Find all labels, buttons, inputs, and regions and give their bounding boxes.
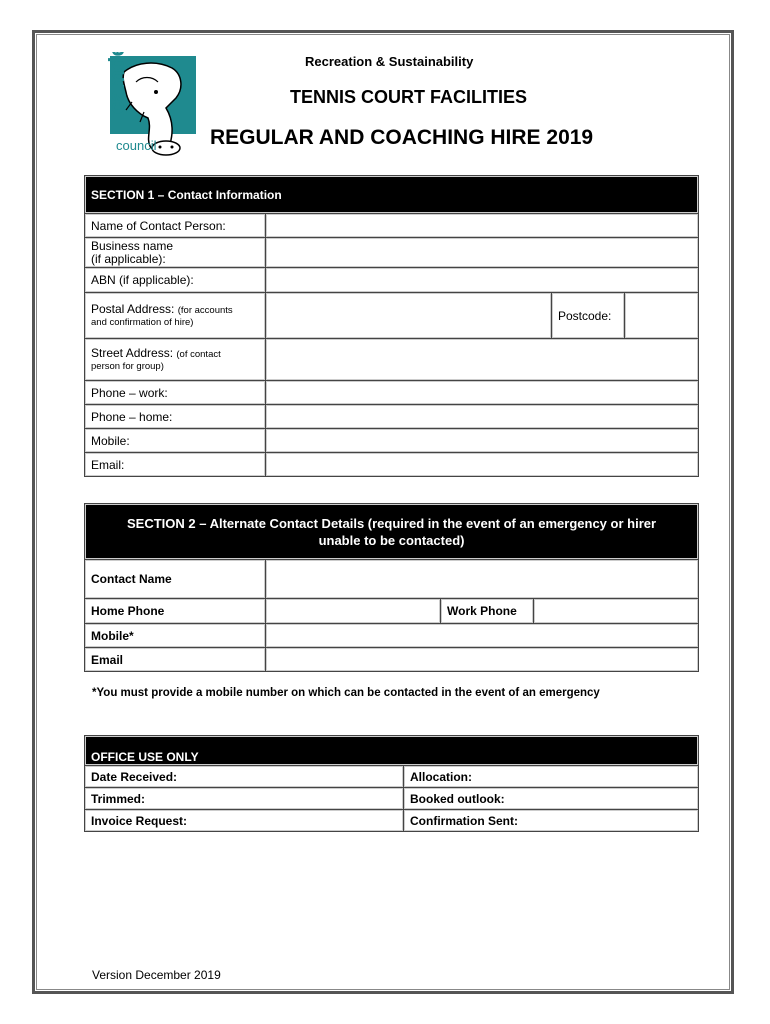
- abn-label: ABN (if applicable):: [85, 268, 266, 293]
- postcode-label: Postcode:: [552, 293, 625, 339]
- date-received-field[interactable]: Date Received:: [85, 766, 404, 788]
- allocation-field[interactable]: Allocation:: [404, 766, 699, 788]
- logo-word-camden: camden: [104, 52, 129, 114]
- platypus-icon: [86, 52, 198, 156]
- alt-mobile-label: Mobile*: [85, 624, 266, 648]
- phone-work-field[interactable]: [266, 381, 699, 405]
- department-name: Recreation & Sustainability: [305, 54, 474, 69]
- booked-outlook-field[interactable]: Booked outlook:: [404, 788, 699, 810]
- mobile-label: Mobile:: [85, 429, 266, 453]
- alt-contact-name-field[interactable]: [266, 560, 699, 599]
- contact-person-field[interactable]: [266, 214, 699, 238]
- street-address-field[interactable]: [266, 339, 699, 381]
- alt-email-field[interactable]: [266, 648, 699, 672]
- business-name-label: Business name (if applicable):: [85, 238, 266, 268]
- alt-home-phone-field[interactable]: [266, 599, 441, 624]
- alt-email-label: Email: [85, 648, 266, 672]
- mobile-requirement-note: *You must provide a mobile number on which can be contacted in the event of an emergency: [92, 687, 600, 699]
- alt-mobile-field[interactable]: [266, 624, 699, 648]
- postal-address-field[interactable]: [266, 293, 552, 339]
- alt-work-phone-field[interactable]: [534, 599, 699, 624]
- camden-council-logo: [86, 52, 198, 156]
- phone-home-field[interactable]: [266, 405, 699, 429]
- business-name-field[interactable]: [266, 238, 699, 268]
- email-label: Email:: [85, 453, 266, 477]
- mobile-field[interactable]: [266, 429, 699, 453]
- alt-home-phone-label: Home Phone: [85, 599, 266, 624]
- version-footer: Version December 2019: [92, 968, 221, 982]
- section1-heading: SECTION 1 – Contact Information: [85, 176, 699, 214]
- logo-word-council: council: [116, 138, 157, 153]
- postcode-field[interactable]: [625, 293, 699, 339]
- alt-contact-name-label: Contact Name: [85, 560, 266, 599]
- office-use-heading: OFFICE USE ONLY: [85, 736, 699, 766]
- street-address-label: Street Address: (of contact person for group): [85, 339, 266, 381]
- abn-field[interactable]: [266, 268, 699, 293]
- section2-heading: SECTION 2 – Alternate Contact Details (required in the event of an emergency or hirer unable to be contacted): [85, 504, 699, 560]
- phone-home-label: Phone – home:: [85, 405, 266, 429]
- form-title: TENNIS COURT FACILITIES: [290, 87, 528, 107]
- form-subtitle: REGULAR AND COACHING HIRE 2019: [210, 126, 594, 149]
- email-field[interactable]: [266, 453, 699, 477]
- alt-work-phone-label: Work Phone: [441, 599, 534, 624]
- contact-person-label: Name of Contact Person:: [85, 214, 266, 238]
- trimmed-field[interactable]: Trimmed:: [85, 788, 404, 810]
- office-use-table: [84, 735, 699, 832]
- confirmation-sent-field[interactable]: Confirmation Sent:: [404, 810, 699, 832]
- section1-table: [84, 175, 699, 477]
- section2-table: [84, 503, 699, 672]
- phone-work-label: Phone – work:: [85, 381, 266, 405]
- postal-address-label: Postal Address: (for accounts and confirmation of hire): [85, 293, 266, 339]
- invoice-request-field[interactable]: Invoice Request:: [85, 810, 404, 832]
